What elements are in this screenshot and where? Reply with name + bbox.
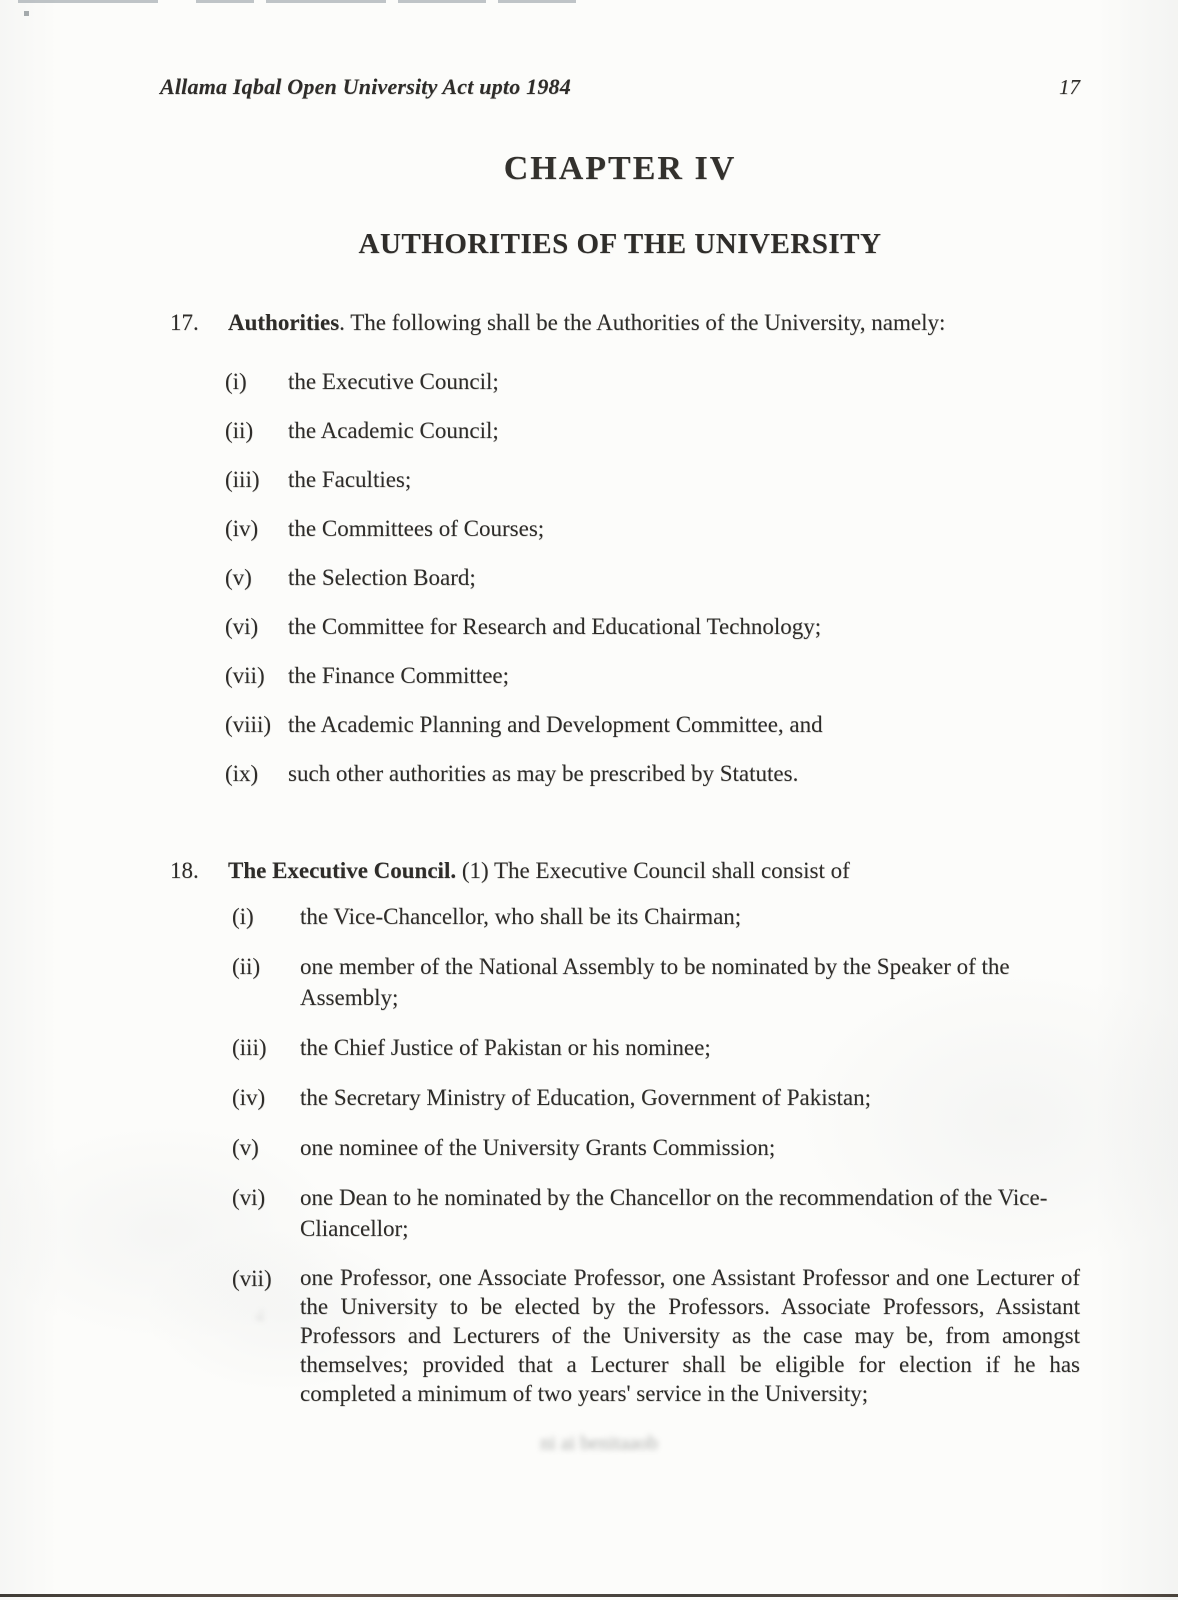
item-text: one Professor, one Associate Professor, one Assistant Professor and one Lecturer of the University to be elected by the Professors. Associate Professors, Assistant Professors and Lecturers of the University as the case may be, from amongst themselves; provided that a Lecturer shall be eligible for election if he has completed a minimum of two years' service in the University;: [300, 1265, 1080, 1406]
list-item: [232, 1263, 1080, 1408]
item-text: the Vice-Chancellor, who shall be its Chairman;: [300, 904, 742, 929]
item-number: (ix): [225, 761, 259, 786]
section-number: 18.: [170, 858, 199, 883]
section-lead-bold: Authorities: [228, 310, 340, 335]
item-number: (iv): [225, 516, 259, 541]
item-text: one member of the National Assembly to be nominated by the Speaker of the Assembly;: [300, 954, 1010, 1010]
item-number: (vi): [225, 614, 259, 639]
scan-artifact-segment: [196, 0, 254, 3]
section-17-lead: [160, 307, 1080, 338]
scan-edge-artifact-top: [0, 0, 1178, 4]
item-text: the Executive Council;: [288, 369, 499, 394]
item-text: the Committees of Courses;: [288, 516, 545, 541]
list-item: [232, 951, 1080, 1013]
item-text: one Dean to he nominated by the Chancellor on the recommendation of the Vice-Cliancellor;: [300, 1185, 1048, 1241]
scan-artifact-segment: [18, 0, 158, 3]
item-number: (v): [225, 565, 252, 590]
section-lead-rest: (1) The Executive Council shall consist of: [456, 858, 850, 883]
item-text: the Finance Committee;: [288, 663, 510, 688]
item-number: (iii): [232, 1035, 267, 1060]
item-text: the Secretary Ministry of Education, Government of Pakistan;: [300, 1085, 872, 1110]
item-number: (vii): [225, 663, 265, 688]
list-item: [225, 366, 1080, 397]
list-item: [225, 513, 1080, 544]
item-number: (viii): [225, 712, 271, 737]
section-17: [160, 307, 1080, 789]
section-18-lead: [160, 855, 1080, 886]
list-item: [225, 464, 1080, 495]
section-lead-text: [228, 307, 945, 338]
list-item: [232, 1032, 1080, 1063]
section-lead-rest: . The following shall be the Authorities of the University, namely:: [339, 310, 946, 335]
section-lead-text: [228, 855, 850, 886]
item-number: (vii): [232, 1266, 272, 1291]
item-text: one nominee of the University Grants Commission;: [300, 1135, 776, 1160]
scan-speck: [24, 11, 29, 16]
document-title: Allama Iqbal Open University Act upto 1984: [160, 74, 571, 99]
list-item: [225, 709, 1080, 740]
item-text: the Selection Board;: [288, 565, 476, 590]
list-item: [232, 1082, 1080, 1113]
list-item: [225, 611, 1080, 642]
scan-edge-artifact-bottom: [0, 1594, 1178, 1597]
item-text: the Committee for Research and Educational Technology;: [288, 614, 822, 639]
item-number: (iv): [232, 1085, 266, 1110]
section-17-items: [225, 366, 1080, 789]
page-number: 17: [1059, 75, 1080, 99]
section-number: 17.: [170, 310, 199, 335]
list-item: [225, 660, 1080, 691]
item-number: (v): [232, 1135, 259, 1160]
item-number: (ii): [232, 954, 261, 979]
item-text: the Academic Council;: [288, 418, 499, 443]
list-item: [232, 1182, 1080, 1244]
list-item: [225, 758, 1080, 789]
section-18-items: [232, 901, 1080, 1408]
item-number: (iii): [225, 467, 260, 492]
item-number: (ii): [225, 418, 254, 443]
scan-artifact-segment: [398, 0, 486, 3]
item-number: (i): [232, 904, 254, 929]
bleed-through-smudge: ni ai benitaaob: [540, 1432, 658, 1454]
item-text: the Chief Justice of Pakistan or his nominee;: [300, 1035, 711, 1060]
scan-artifact-segment: [266, 0, 386, 3]
item-number: (i): [225, 369, 247, 394]
chapter-subtitle: AUTHORITIES OF THE UNIVERSITY: [358, 228, 882, 260]
item-text: the Faculties;: [288, 467, 412, 492]
list-item: [225, 415, 1080, 446]
list-item: [232, 1132, 1080, 1163]
item-number: (vi): [232, 1185, 266, 1210]
section-lead-bold: The Executive Council.: [228, 858, 457, 883]
running-header: [160, 74, 1080, 100]
chapter-title: CHAPTER IV: [503, 150, 737, 187]
bleed-through-smudge: .;: [255, 1305, 264, 1322]
scan-artifact-segment: [498, 0, 576, 3]
list-item: [232, 901, 1080, 932]
item-text: such other authorities as may be prescribed by Statutes.: [288, 761, 799, 786]
list-item: [225, 562, 1080, 593]
section-18: [160, 855, 1080, 1408]
item-text: the Academic Planning and Development Committee, and: [288, 712, 823, 737]
